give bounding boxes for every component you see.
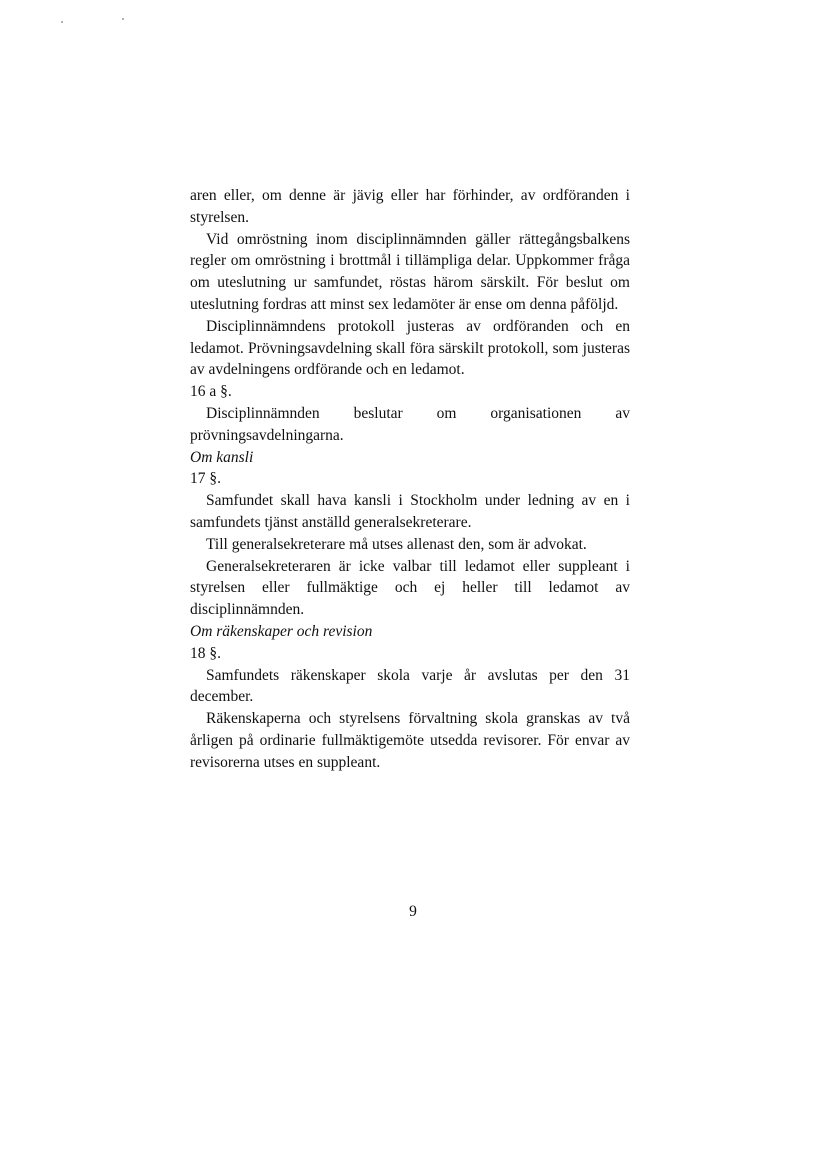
section-heading: Om kansli — [190, 448, 254, 466]
scan-speck — [61, 21, 63, 23]
paragraph: Generalsekreteraren är icke valbar till ledamot eller suppleant i styrelsen eller fullmäktige och ej heller till ledamot av disciplinnämnden. — [190, 557, 630, 619]
scan-speck — [122, 18, 124, 20]
paragraph: Disciplinnämndens protokoll justeras av ordföranden och en ledamot. Prövningsavdelning skall föra särskilt protokoll, som justeras av avdelningens ordförande och en ledamot. — [190, 317, 630, 379]
paragraph: aren eller, om denne är jävig eller har förhinder, av ordföranden i styrelsen. — [190, 187, 630, 226]
section-number: 18 §. — [190, 644, 221, 662]
paragraph: Samfundet skall hava kansli i Stockholm under ledning av en i samfundets tjänst anställd generalsekreterare. — [190, 492, 630, 531]
paragraph: Samfundets räkenskaper skola varje år avslutas per den 31 december. — [190, 666, 630, 706]
page-number: 9 — [409, 903, 417, 920]
section-number: 16 a §. — [190, 383, 232, 401]
section-heading: Om räkenskaper och revision — [190, 622, 373, 640]
paragraph: Vid omröstning inom disciplinnämnden gäller rättegångsbalkens regler om omröstning i brottmål i tillämpliga delar. Uppkommer fråga om uteslutning ur samfundet, röstas härom särskilt. För beslut om uteslutning fordras att minst sex ledamöter är ense om denna påföljd. — [190, 230, 630, 313]
paragraph: Till generalsekreterare må utses allenast den, som är advokat. — [206, 535, 587, 553]
paragraph: Disciplinnämnden beslutar om organisationen av prövningsavdelningarna. — [190, 404, 630, 444]
paragraph: Räkenskaperna och styrelsens förvaltning skola granskas av två årligen på ordinarie fullmäktigemöte utsedda revisorer. För envar av revisorerna utses en suppleant. — [190, 710, 630, 771]
page-body — [190, 185, 630, 774]
section-number: 17 §. — [190, 470, 221, 488]
